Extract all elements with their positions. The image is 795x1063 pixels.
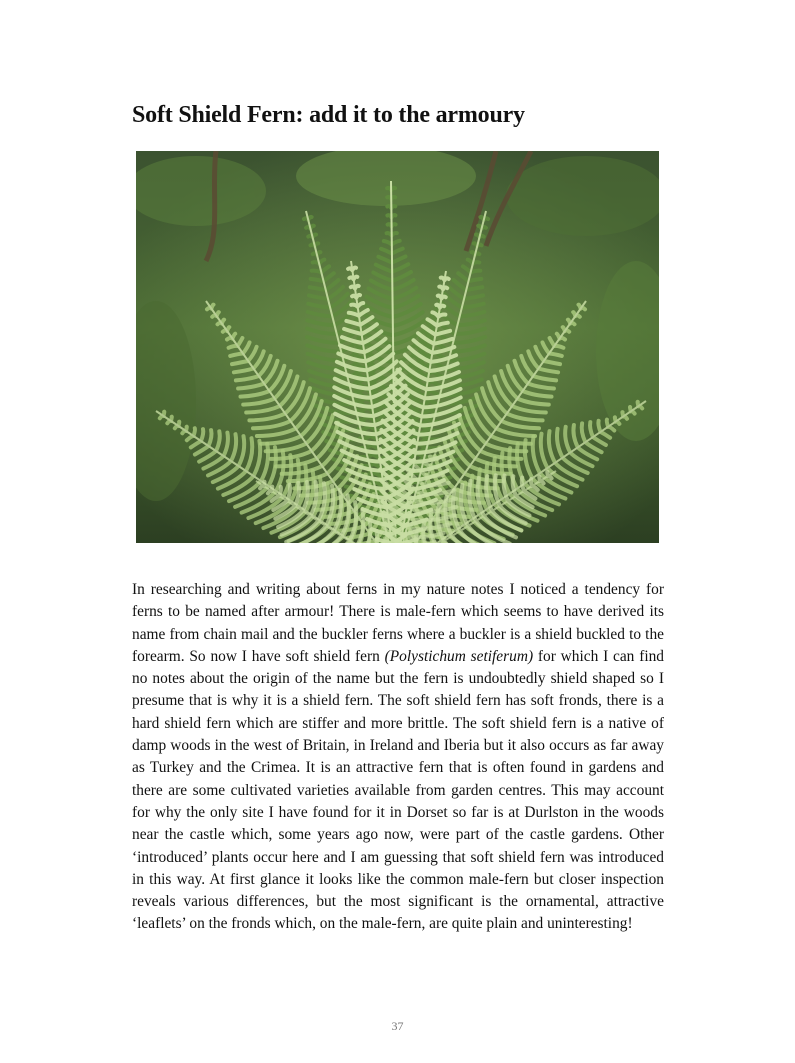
article-text-main: for which I can find no notes about the origin of the name but the fern is undoubtedly shield shaped so I presume that is why it is a shield fern. The soft shield fern has soft fronds, there is a hard shield fern which are stiffer and more brittle. The soft shield fern is a native of damp woods in the west of Britain, in Ireland and Iberia but it also occurs as far away as Turkey and the Crimea. It is an attractive fern that is often found in gardens and there are some cultivated varieties available from garden centres. This may account for why the only site I have found for it in Dorset so far is at Durlston in the woods near the castle which, some years ago now, were part of the castle gardens. Other ‘introduced’ plants occur here and I am guessing that soft shield fern was introduced in this way. At first glance it looks like the common male-fern but closer inspection reveals various differences, but the most significant is the ornamental, attractive ‘leaflets’ on the fronds which, on the male-fern, are quite plain and uninteresting! (132, 647, 664, 933)
article-body (132, 579, 664, 936)
article-text-intro: In researching and writing about ferns in my nature notes I noticed a tendency for ferns to be named after armour! There is male-fern which seems to have derived its name from chain mail and the buckler ferns where a buckler is a shield buckled to the forearm. So now I have soft shield fern (132, 581, 664, 665)
page-number: 37 (391, 1019, 404, 1033)
page-title: Soft Shield Fern: add it to the armoury (132, 102, 525, 128)
fern-photo (136, 151, 659, 543)
latin-name: (Polystichum setiferum) (384, 647, 534, 665)
